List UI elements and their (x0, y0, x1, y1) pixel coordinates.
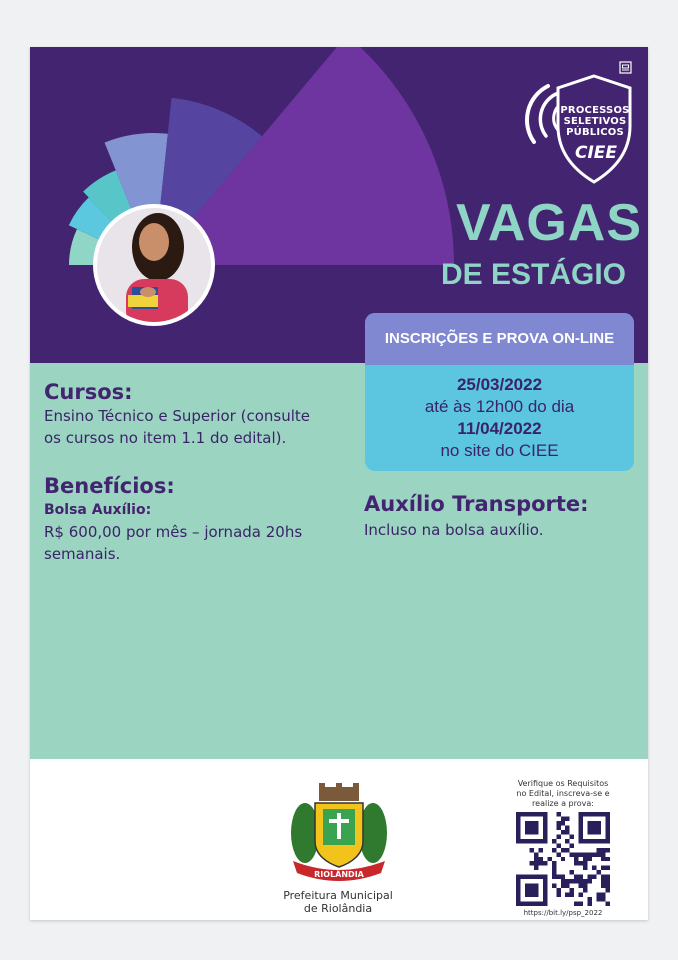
site-text: no site do CIEE (440, 441, 559, 460)
bolsa-auxilio-text-1: R$ 600,00 por mês – jornada 20hs (44, 523, 303, 541)
ciee-logo: CIEE (575, 143, 618, 163)
date-end: 11/04/2022 (457, 419, 542, 438)
badge-line-1: PROCESSOS (560, 105, 630, 116)
badge-line-2: SELETIVOS (563, 116, 627, 127)
date-start: 25/03/2022 (456, 375, 543, 394)
bolsa-auxilio-text-2: semanais. (44, 545, 121, 563)
transporte-title: Auxílio Transporte: (364, 492, 589, 516)
coat-caption-line-2: de Riolândia (303, 902, 373, 915)
beneficios-title: Benefícios: (44, 474, 175, 498)
qr-caption (508, 779, 618, 809)
info-box-header: INSCRIÇÕES E PROVA ON-LINE (365, 313, 634, 365)
coat-banner-text: RIOLÂNDIA (314, 870, 364, 879)
badge-label (555, 105, 635, 138)
bolsa-auxilio-label: Bolsa Auxílio: (44, 502, 152, 518)
qr-url[interactable]: https://bit.ly/psp_2022 (523, 909, 603, 917)
qr-caption-line-1: Verifique os Requisitos (517, 779, 609, 788)
registration-info-box (365, 313, 634, 471)
cursos-title: Cursos: (44, 380, 133, 404)
page-title: VAGAS (455, 194, 642, 252)
info-box-body (365, 365, 634, 462)
qr-caption-line-3: realize a prova: (532, 799, 594, 808)
transporte-text: Incluso na bolsa auxílio. (364, 521, 544, 539)
badge-line-3: PÚBLICOS (566, 127, 624, 138)
coat-caption-line-1: Prefeitura Municipal (283, 889, 393, 902)
cursos-text-1: Ensino Técnico e Superior (consulte (44, 407, 310, 425)
until-text: até às 12h00 do dia (424, 397, 575, 416)
coat-of-arms-icon (285, 783, 393, 889)
cursos-text-2: os cursos no item 1.1 do edital). (44, 429, 287, 447)
qr-code-icon[interactable] (516, 812, 610, 906)
qr-caption-line-2: no Edital, inscreva-se e (516, 789, 610, 798)
page-subtitle: DE ESTÁGIO (440, 258, 626, 291)
coat-caption (268, 889, 408, 915)
footer (30, 759, 648, 920)
poster (30, 47, 648, 920)
